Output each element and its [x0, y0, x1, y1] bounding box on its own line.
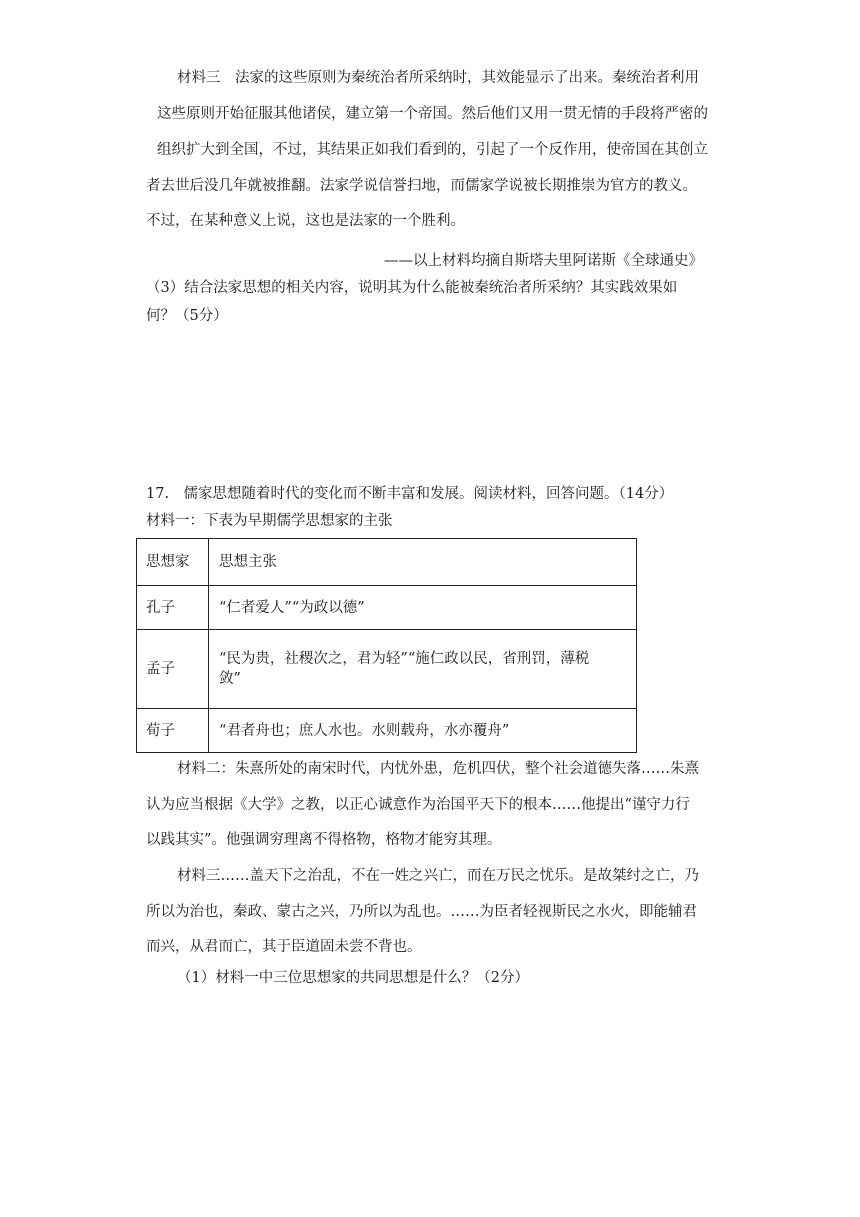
table-cell-thinker: 荀子 — [137, 709, 209, 753]
question-3-line-2: 何？（5分） — [146, 308, 228, 324]
table-cell-idea: “仁者爱人”“为政以德” — [209, 586, 637, 630]
material1-intro: 材料一：下表为早期儒学思想家的主张 — [146, 513, 393, 529]
table-row — [137, 586, 637, 630]
sub-question-1: （1）材料一中三位思想家的共同思想是什么？（2分） — [177, 970, 529, 986]
table-cell-idea — [209, 630, 637, 709]
material3-line-4: 者去世后没几年就被推翻。法家学说信誉扫地，而儒家学说被长期推崇为官方的教义。 — [146, 178, 697, 194]
table-cell-idea-line: “民为贵，社稷次之，君为轻”“施仁政以民，省刑罚，薄税 — [219, 651, 590, 667]
table-row — [137, 709, 637, 753]
table-header-idea: 思想主张 — [209, 539, 637, 586]
table-cell-idea: “君者舟也；庶人水也。水则载舟，水亦覆舟” — [209, 709, 637, 753]
question-17-title: 17. 儒家思想随着时代的变化而不断丰富和发展。阅读材料，回答问题。（14分） — [146, 486, 674, 502]
thinkers-table — [136, 538, 637, 753]
question-3-line-1: （3）结合法家思想的相关内容，说明其为什么能被秦统治者所采纳？其实践效果如 — [146, 280, 678, 296]
table-row — [137, 630, 637, 709]
table-cell-idea-line: 敛” — [219, 671, 241, 687]
table-header-row — [137, 539, 637, 586]
material3b-line-1: 材料三……盖天下之治乱，不在一姓之兴亡，而在万民之忧乐。是故桀纣之亡，乃 — [177, 868, 699, 884]
material-source: ——以上材料均摘自斯塔夫里阿诺斯《全球通史》 — [384, 253, 703, 269]
material3-line-5: 不过，在某种意义上说，这也是法家的一个胜利。 — [146, 213, 465, 229]
table-header-thinker: 思想家 — [137, 539, 209, 586]
material3-line-3: 组织扩大到全国，不过，其结果正如我们看到的，引起了一个反作用，使帝国在其创立 — [157, 142, 708, 158]
material2-line-2: 认为应当根据《大学》之教，以正心诚意作为治国平天下的根本……他提出“谨守力行 — [146, 797, 690, 813]
material3-line-1: 材料三 法家的这些原则为秦统治者所采纳时，其效能显示了出来。秦统治者利用 — [177, 70, 699, 86]
material3b-line-2: 所以为治也，秦政、蒙古之兴，乃所以为乱也。……为臣者轻视斯民之水火，即能辅君 — [146, 904, 697, 920]
material2-line-1: 材料二：朱熹所处的南宋时代，内忧外患，危机四伏，整个社会道德失落……朱熹 — [177, 761, 699, 777]
material3-line-2: 这些原则开始征服其他诸侯，建立第一个帝国。然后他们又用一贯无情的手段将严密的 — [157, 106, 708, 122]
table-cell-thinker: 孟子 — [137, 630, 209, 709]
material2-line-3: 以践其实”。他强调穷理离不得格物，格物才能穷其理。 — [146, 832, 502, 848]
table-cell-thinker: 孔子 — [137, 586, 209, 630]
material3b-line-3: 而兴，从君而亡，其于臣道固未尝不背也。 — [146, 939, 422, 955]
